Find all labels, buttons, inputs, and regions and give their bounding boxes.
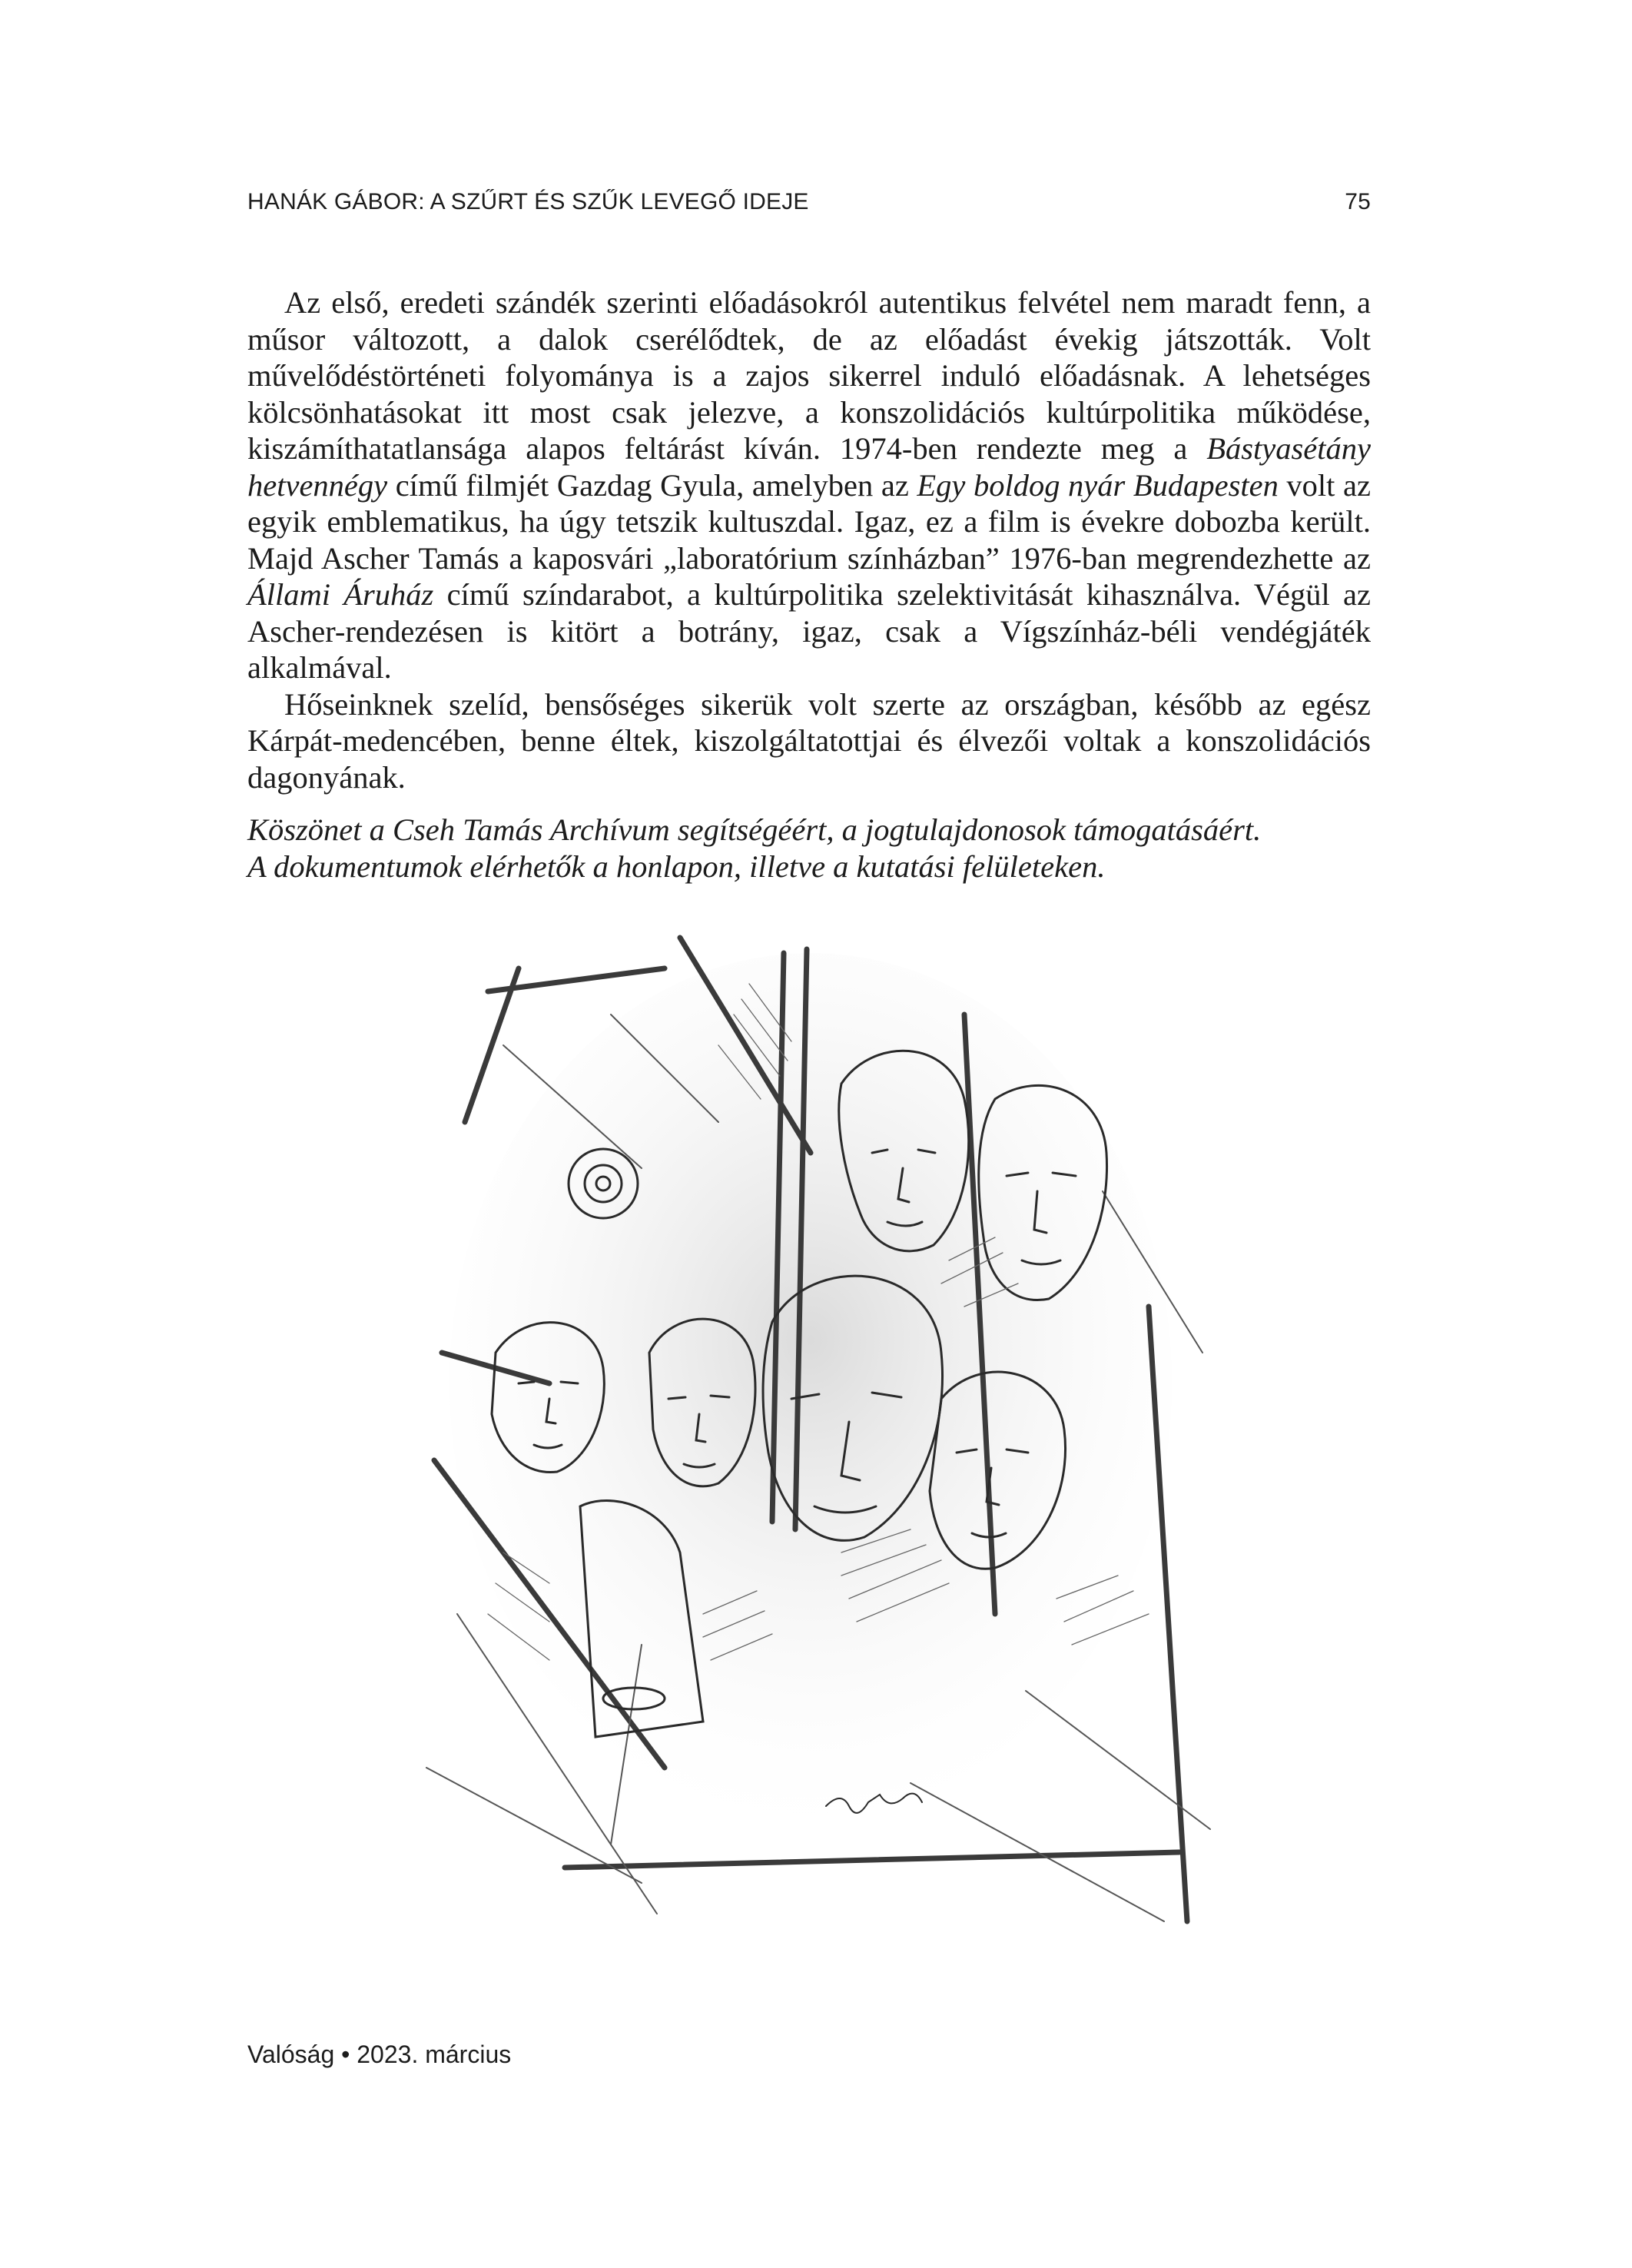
song-title: Egy boldog nyár Budapesten — [917, 467, 1279, 503]
play-title: Állami Áruház — [247, 577, 434, 612]
text-run: Az első, eredeti szándék szerinti előadásokról autentikus felvétel nem maradt fenn, a műsor változott, a dalok cserélődtek, de az előadást évekig játszották. Volt művelődéstörténeti folyománya is a zajos sikerrel induló előadásnak. A lehetséges kölcsönhatásokat itt most csak jelezve, a konszolidációs kultúrpolitika működése, kiszámíthatatlansága alapos feltárást kíván. 1974-ben rendezte meg a — [247, 285, 1371, 466]
body-paragraph: Hőseinknek szelíd, bensőséges sikerük volt szerte az országban, később az egész Kárpát-medencében, benne éltek, kiszolgáltatottjai és élvezői voltak a konszolidációs dagonyának. — [247, 686, 1371, 795]
running-head-title: HANÁK GÁBOR: A SZŰRT ÉS SZŰK LEVEGŐ IDEJE — [247, 189, 809, 214]
running-head — [247, 189, 1371, 215]
text-run: című filmjét Gazdag Gyula, amelyben az — [387, 467, 917, 503]
text-run: című színdarabot, a kultúrpolitika szelektivitását kihasználva. Végül az Ascher-rendezésen is kitört a botrány, igaz, csak a Vígszínház-béli vendégjáték alkalmával. — [247, 577, 1371, 685]
acknowledgement — [247, 812, 1371, 885]
acknowledgement-line: Köszönet a Cseh Tamás Archívum segítségéért, a jogtulajdonosok támogatásáért. — [247, 812, 1262, 847]
footer-publication: Valóság • 2023. március — [247, 2041, 512, 2068]
pencil-drawing-of-faces — [411, 922, 1218, 1956]
film-title: Bástyasétány hetvennégy — [247, 431, 1371, 503]
acknowledgement-line: A dokumentumok elérhetők a honlapon, illetve a kutatási felületeken. — [247, 848, 1106, 884]
text-run: volt az egyik emblematikus, ha úgy tetszik kultuszdal. Igaz, ez a film is évekre dobozba került. Majd Ascher Tamás a kaposvári „laboratórium színházban” 1976-ban megrendezhette az — [247, 467, 1371, 576]
body-paragraph — [247, 284, 1371, 686]
article-body — [247, 284, 1371, 795]
page-number: 75 — [1345, 189, 1371, 214]
